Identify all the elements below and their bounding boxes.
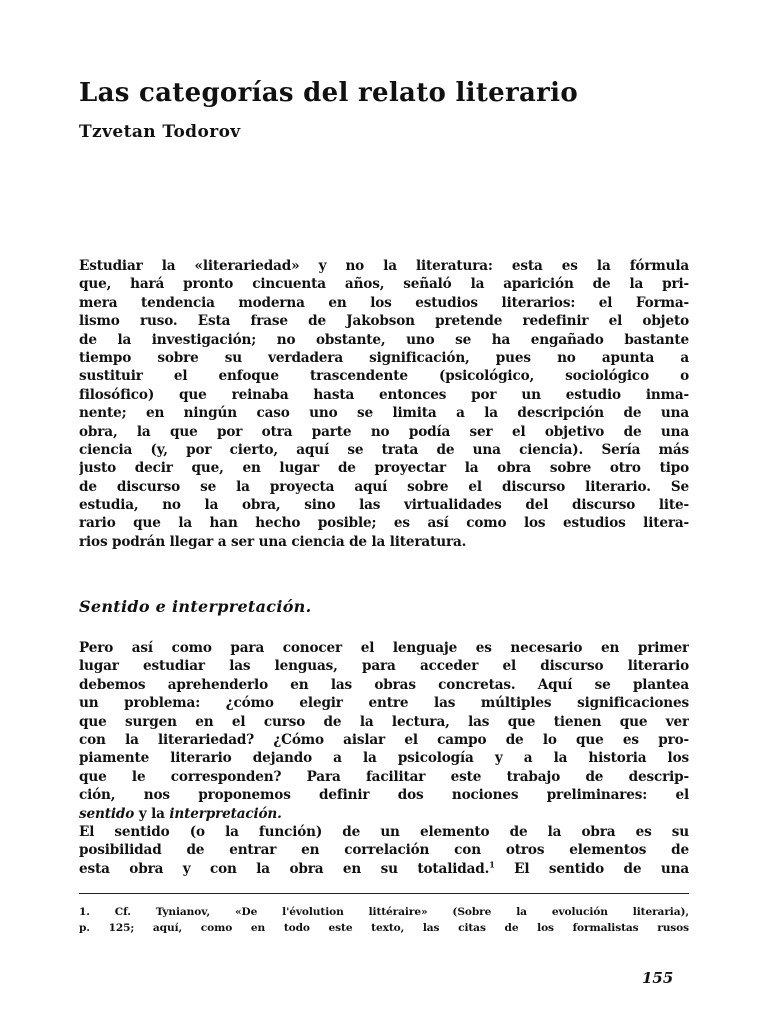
term-interpretacion: interpretación. xyxy=(169,805,282,822)
text-line: Pero así como para conocer el lenguaje es necesario en primer xyxy=(79,640,689,656)
page-number: 155 xyxy=(642,969,674,987)
text-line: un problema: ¿cómo elegir entre las múltiples significaciones xyxy=(79,695,689,712)
text-line: lismo ruso. Esta frase de Jakobson pretende redefinir el objeto xyxy=(79,313,689,330)
text-line: de discurso se la proyecta aquí sobre el discurso literario. Se xyxy=(79,478,689,495)
text-line-with-footnote xyxy=(79,860,689,878)
footnote-line: p. 125; aquí, como en todo este texto, las citas de los formalistas rusos xyxy=(79,922,689,934)
text-line: piamente literario dejando a la psicología y a la historia los xyxy=(79,750,689,767)
text-line: lugar estudiar las lenguas, para acceder el discurso literario xyxy=(79,658,689,675)
page-title: Las categorías del relato literario xyxy=(79,78,578,108)
text-line: con la literariedad? ¿Cómo aislar el campo de lo que es pro- xyxy=(79,731,689,748)
text-line: posibilidad de entrar en correlación con otros elementos de xyxy=(79,842,689,859)
text-line: justo decir que, en lugar de proyectar la obra sobre otro tipo xyxy=(79,460,689,477)
text-line: debemos aprehenderlo en las obras concretas. Aquí se plantea xyxy=(79,676,689,693)
text-line: El sentido (o la función) de un elemento de la obra es su xyxy=(79,823,689,840)
text-line: que le corresponden? Para facilitar este trabajo de descrip- xyxy=(79,768,689,785)
text-line: rios podrán llegar a ser una ciencia de la literatura. xyxy=(79,533,467,550)
text-line: estudia, no la obra, sino las virtualidades del discurso lite- xyxy=(79,497,689,514)
intro-paragraph xyxy=(79,257,689,551)
term-sentido: sentido xyxy=(79,805,135,822)
footnote-line: 1. Cf. Tynianov, «De l'évolution littéraire» (Sobre la evolución literaria), xyxy=(79,906,689,918)
text-line: de la investigación; no obstante, uno se ha engañado bastante xyxy=(79,331,689,348)
text-line: mera tendencia moderna en los estudios literarios: el Forma- xyxy=(79,294,689,311)
footnote-divider xyxy=(79,893,689,894)
line-tail: El sentido de una xyxy=(494,860,689,877)
text-line-definition xyxy=(79,805,689,823)
text-line: que surgen en el curso de la lectura, las que tienen que ver xyxy=(79,713,689,730)
line-text: esta obra y con la obra en su totalidad. xyxy=(79,860,490,877)
text-line: rario que la han hecho posible; es así como los estudios litera- xyxy=(79,515,689,532)
connector-text: y la xyxy=(134,805,170,822)
text-line: ción, nos proponemos definir dos nociones preliminares: el xyxy=(79,787,689,804)
text-line: ciencia (y, por cierto, aquí se trata de una ciencia). Sería más xyxy=(79,441,689,458)
text-line: sustituir el enfoque trascendente (psicológico, sociológico o xyxy=(79,368,689,385)
text-line: filosófico) que reinaba hasta entonces por un estudio inma- xyxy=(79,386,689,403)
footnote-reference[interactable]: 1 xyxy=(489,859,495,870)
text-line: obra, la que por otra parte no podía ser el objetivo de una xyxy=(79,423,689,440)
text-line: nente; en ningún caso uno se limita a la descripción de una xyxy=(79,405,689,422)
text-line: Estudiar la «literariedad» y no la literatura: esta es la fórmula xyxy=(79,258,689,274)
text-line: tiempo sobre su verdadera significación, pues no apunta a xyxy=(79,349,689,366)
section-heading: Sentido e interpretación. xyxy=(79,597,312,616)
footnote xyxy=(79,904,689,936)
author-name: Tzvetan Todorov xyxy=(79,122,241,142)
text-line: que, hará pronto cincuenta años, señaló la aparición de la pri- xyxy=(79,276,689,293)
section-paragraph xyxy=(79,639,689,878)
